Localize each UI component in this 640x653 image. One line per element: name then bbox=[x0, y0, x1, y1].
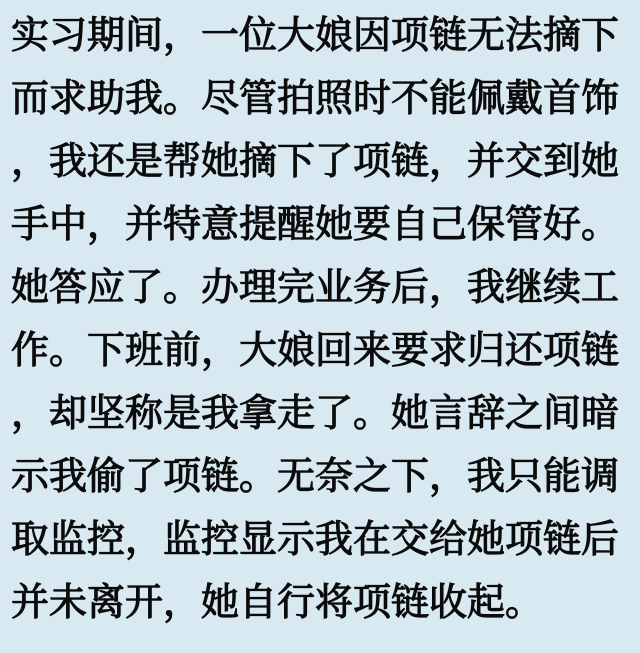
text-line: 示我偷了项链。无奈之下，我只能调 bbox=[11, 456, 620, 498]
text-line: 取监控，监控显示我在交给她项链后 bbox=[11, 519, 620, 561]
text-line: 实习期间，一位大娘因项链无法摘下 bbox=[11, 15, 620, 57]
text-line: 作。下班前，大娘回来要求归还项链 bbox=[11, 330, 620, 372]
text-line: 她答应了。办理完业务后，我继续工 bbox=[11, 267, 620, 309]
text-line: 而求助我。尽管拍照时不能佩戴首饰 bbox=[11, 78, 620, 120]
text-line: 手中，并特意提醒她要自己保管好。 bbox=[11, 204, 620, 246]
text-line: ，却坚称是我拿走了。她言辞之间暗 bbox=[11, 393, 620, 435]
text-line: ，我还是帮她摘下了项链，并交到她 bbox=[11, 141, 620, 183]
text-line: 并未离开，她自行将项链收起。 bbox=[11, 582, 544, 624]
